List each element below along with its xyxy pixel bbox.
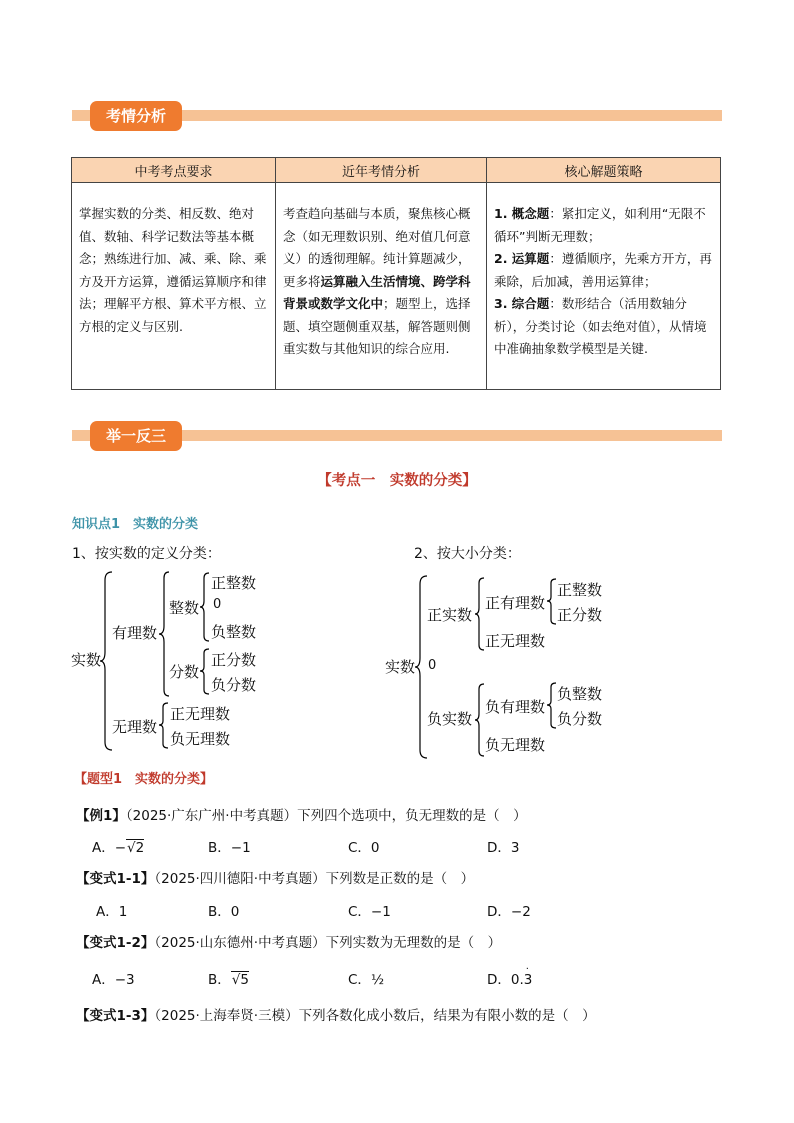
option-b: B．0 [208,904,240,920]
tree2-neg-rational: 负有理数 [485,698,546,716]
exam-analysis-table [71,157,721,390]
tree1-root: 实数 [71,651,102,669]
strategy-label: 1. 概念题 [494,206,550,221]
question-text: （2025·广东广州·中考真题）下列四个选项中，负无理数的是（ ） [125,808,527,824]
page-title: 【考点一 实数的分类】 [317,473,477,489]
tree1-pos-irr: 正无理数 [170,705,231,723]
cell-text: ；题型上，选择题、填空题侧重双基，解答题则侧重实数与其他知识的综合应用. [283,296,471,356]
option-a: A．−√2 [92,840,145,856]
tree1-neg-frac: 负分数 [211,676,257,694]
option-d: D．3 [487,840,520,856]
tree2-pos-rational: 正有理数 [485,594,546,612]
tree2-heading: 2、按大小分类： [414,546,521,562]
tree1-integer: 整数 [169,599,200,617]
section-badge-practice: 举一反三 [90,421,182,451]
question-text: （2025·山东德州·中考真题）下列实数为无理数的是（ ） [154,935,502,951]
tree1-fraction-brace [201,649,211,694]
knowledge-point-heading: 知识点1 实数的分类 [72,517,199,532]
question-text: （2025·四川德阳·中考真题）下列数是正数的是（ ） [154,871,475,887]
table-header: 核心解题策略 [487,158,721,183]
table-cell-strategy [487,183,721,390]
table-header: 近年考情分析 [276,158,487,183]
fraction-value: ½ [370,972,385,988]
radicand: 2 [135,840,145,856]
tree2-neg-int: 负整数 [557,685,603,703]
question-stem [76,1004,596,1024]
option-text: C． [348,972,371,988]
tree1-integer-brace [201,573,211,641]
cell-emphasis: 运算融入生活情境、跨学科背景或数学文化中 [283,273,471,311]
option-a: A．−3 [92,972,135,988]
section-badge-analysis: 考情分析 [90,101,182,131]
strategy-label: 3. 综合题 [494,296,550,311]
tree1-zero: 0 [213,597,222,612]
repeating-digit: 3 [523,972,533,988]
tree2-neg-irr: 负无理数 [485,736,546,754]
radicand: 5 [240,972,249,988]
strategy-text: ：遵循顺序，先乘方开方，再乘除，后加减，善用运算律； [494,251,712,289]
cell-text: 掌握实数的分类、相反数、绝对值、数轴、科学记数法等基本概念；熟练进行加、减、乘、除、乘方及开方运算，遵循运算顺序和律法；理解平方根、算术平方根、立方根的定义与区别. [79,206,267,334]
tree2-pos-frac: 正分数 [557,606,603,624]
question-label: 【变式1-3】 [76,1008,155,1024]
question-stem [76,931,501,951]
option-d: D．0.3 · [487,964,533,988]
tree1-pos-frac: 正分数 [211,651,257,669]
tree2-negative: 负实数 [427,710,473,728]
strategy-text: ：紧扣定义，如利用“无限不循环”判断无理数； [494,206,706,244]
tree1-neg-int: 负整数 [211,623,257,641]
tree1-fraction: 分数 [169,663,200,681]
option-b: B．−1 [208,840,251,856]
tree2-positive: 正实数 [427,606,473,624]
tree2-pos-irr: 正无理数 [485,632,546,650]
tree2-root: 实数 [385,658,416,676]
question-stem [76,867,474,887]
cell-text: 考查趋向基础与本质，聚焦核心概念（如无理数识别、绝对值几何意义）的透彻理解。纯计算题减少，更多将 [283,206,471,289]
strategy-text: ：数形结合（活用数轴分析），分类讨论（如去绝对值），从情境中准确抽象数学模型是关键. [494,296,707,356]
table-cell-analysis [276,183,487,390]
question-stem [76,804,527,824]
question-label: 【变式1-2】 [76,935,155,951]
option-d: D．−2 [487,904,531,920]
question-text: （2025·上海奉贤·三模）下列各数化成小数后，结果为有限小数的是（ ） [154,1008,596,1024]
tree1-heading: 1、按实数的定义分类： [72,546,221,562]
tree2-pos-int: 正整数 [557,581,603,599]
question-label: 【例1】 [76,808,126,824]
table-header: 中考考点要求 [72,158,276,183]
option-text: D．0. [487,972,524,988]
option-c: C．−1 [348,904,391,920]
option-text: B． [208,972,231,988]
option-c [348,968,384,988]
table-cell-requirements [72,183,276,390]
tree2-neg-frac: 负分数 [557,710,603,728]
option-b: B．√5 [208,972,249,988]
strategy-label: 2. 运算题 [494,251,550,266]
option-a: A．1 [96,904,128,920]
tree2-zero: 0 [428,658,437,673]
option-c: C．0 [348,840,380,856]
tree1-irrational: 无理数 [112,718,158,736]
question-type-heading: 【题型1 实数的分类】 [74,772,214,787]
question-label: 【变式1-1】 [76,871,155,887]
tree1-pos-int: 正整数 [211,574,257,592]
tree1-irrational-brace [160,703,170,748]
tree1-neg-irr: 负无理数 [170,730,231,748]
option-text: A．− [92,840,127,856]
tree1-rational: 有理数 [112,624,158,642]
